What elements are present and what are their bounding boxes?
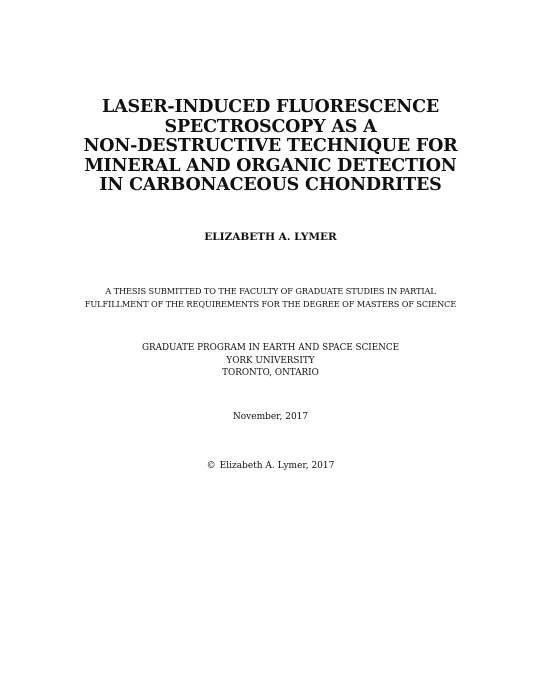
title-line-5: IN CARBONACEOUS CHONDRITES [99, 175, 442, 195]
program-name: GRADUATE PROGRAM IN EARTH AND SPACE SCIENCE [141, 343, 400, 353]
copyright-notice [0, 460, 541, 472]
statement-line-2: FULFILLMENT OF THE REQUIREMENTS FOR THE DEGREE OF MASTERS OF SCIENCE [84, 298, 457, 309]
statement-line-1: A THESIS SUBMITTED TO THE FACULTY OF GRADUATE STUDIES IN PARTIAL [105, 286, 436, 296]
author-name: ELIZABETH A. LYMER [204, 231, 337, 243]
location: TORONTO, ONTARIO [222, 368, 319, 378]
submission-statement [0, 285, 541, 310]
copyright-text: Elizabeth A. Lymer, 2017 [219, 461, 335, 471]
title-line-1: LASER-INDUCED FLUORESCENCE [102, 97, 439, 117]
title-line-4: MINERAL AND ORGANIC DETECTION [84, 155, 457, 176]
submission-date: November, 2017 [232, 412, 309, 422]
university-name: YORK UNIVERSITY [226, 355, 315, 366]
copyright-icon: © [206, 461, 216, 471]
thesis-title [0, 98, 541, 196]
program-info [0, 342, 541, 380]
title-line-3: NON-DESTRUCTIVE TECHNIQUE FOR [83, 136, 458, 156]
title-line-2: SPECTROSCOPY AS A [164, 116, 377, 137]
